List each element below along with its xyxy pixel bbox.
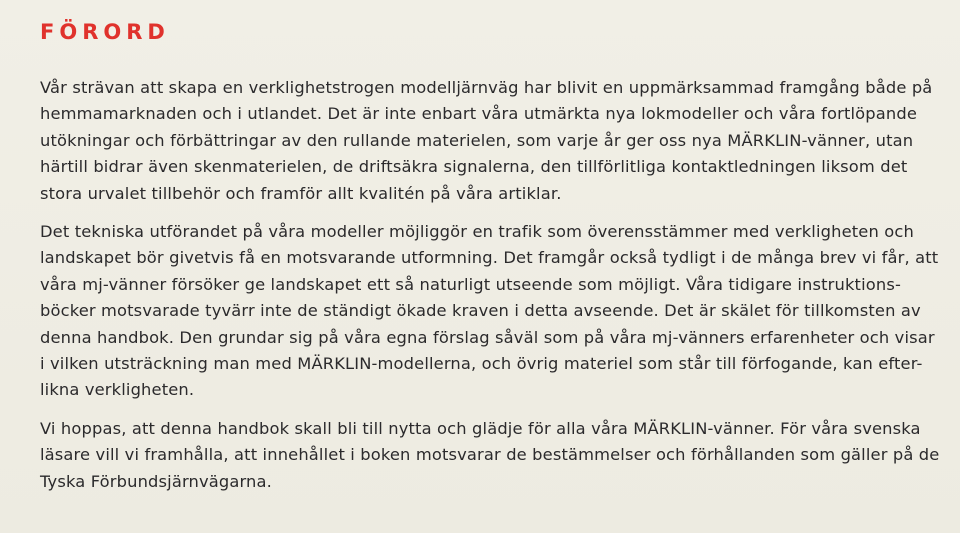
text-line: stora urvalet tillbehör och framför allt kvalitén på våra artiklar. (40, 183, 562, 203)
paragraph-2 (40, 219, 940, 404)
paragraph-3 (40, 416, 940, 495)
text-line: läsare vill vi framhålla, att innehållet i boken motsvarar de bestämmelser och förhållanden som gäller på de (40, 445, 940, 465)
text-line: utökningar och förbättringar av den rullande materielen, som varje år ger oss nya MÄRKLIN-vänner, utan (40, 130, 914, 150)
text-line: likna verkligheten. (40, 380, 195, 400)
text-line: denna handbok. Den grundar sig på våra egna förslag såväl som på våra mj-vänners erfarenheter och visar (40, 327, 935, 347)
text-line: våra mj-vänner försöker ge landskapet ett så naturligt utseende som möjligt. Våra tidigare instruktions- (40, 274, 901, 294)
paragraph-1 (40, 75, 940, 207)
page-title: FÖRORD (40, 20, 170, 44)
text-line: hemmamarknaden och i utlandet. Det är inte enbart våra utmärkta nya lokmodeller och våra fortlöpande (40, 104, 918, 124)
text-line: härtill bidrar även skenmaterielen, de driftsäkra signalerna, den tillförlitliga kontaktledningen liksom det (40, 157, 908, 177)
text-line: Det tekniska utförandet på våra modeller möjliggör en trafik som överensstämmer med verkligheten och (40, 222, 914, 242)
text-line: Vår strävan att skapa en verklighetstrogen modelljärnväg har blivit en uppmärksammad framgång både på (40, 78, 933, 97)
text-line: Vi hoppas, att denna handbok skall bli till nytta och glädje för alla våra MÄRKLIN-vänner. För våra svenska (40, 418, 921, 438)
text-line: landskapet bör givetvis få en motsvarande utformning. Det framgår också tydligt i de många brev vi får, att (40, 248, 939, 268)
foreword-body (40, 75, 940, 495)
text-line: Tyska Förbundsjärnvägarna. (40, 471, 272, 491)
text-line: böcker motsvarade tyvärr inte de ständigt ökade kraven i detta avseende. Det är skälet för tillkomsten av (40, 301, 921, 321)
text-line: i vilken utsträckning man med MÄRKLIN-modellerna, och övrig materiel som står till förfogande, kan efter- (40, 354, 923, 374)
